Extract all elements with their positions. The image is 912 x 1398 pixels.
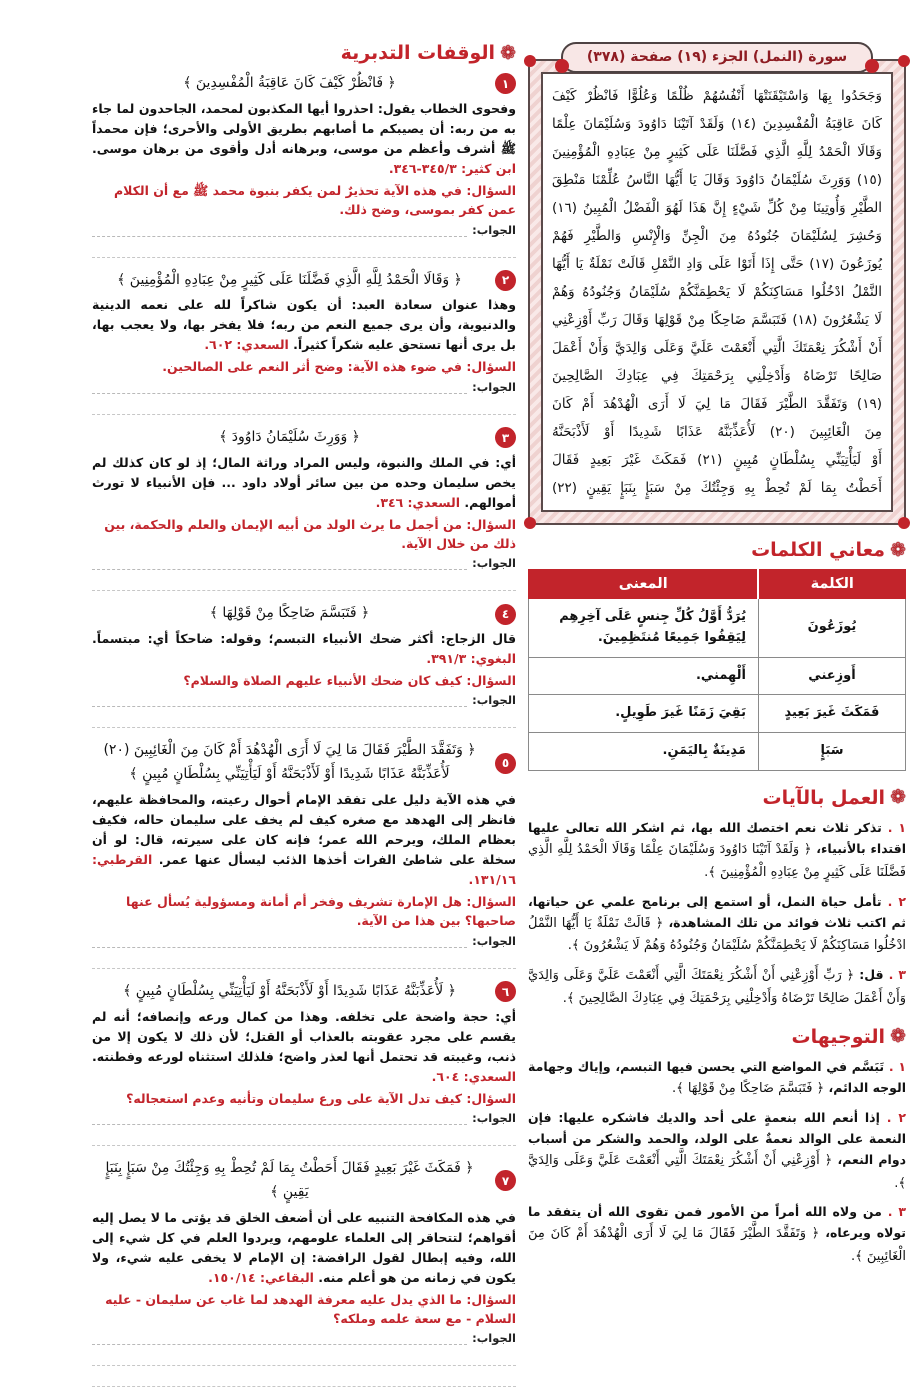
quran-line: وَجَحَدُوا بِهَا وَاسْتَيْقَنَتْهَا أَنْفُسُهُمْ ظُلْمًا وَعُلُوًّا فَانْظُرْ كَيْفَ (552, 88, 882, 104)
item-verse: ﴿ وَتَفَقَّدَ الطَّيْرَ فَقَالَ مَا لِيَ لَا أَرَى الْهُدْهُدَ أَمْ كَانَ مِنَ الْغَائِبِينَ (٢٠) لَأُعَذِّبَنَّهُ عَذَابًا شَدِيدًا أَوْ لَأَذْبَحَنَّهُ أَوْ لَيَأْتِيَنِّي بِسُلْطَانٍ مُبِينٍ ﴾ (103, 742, 476, 783)
meaning-cell: مَدِينَةٌ بِاليَمَنِ. (529, 733, 759, 771)
right-column (528, 42, 906, 1398)
tab-dot-icon (865, 59, 879, 73)
item-number-badge: ٧ (495, 1170, 516, 1191)
item-commentary (92, 790, 516, 890)
word-cell: سَبَإٍ (758, 733, 905, 771)
item-verse: ﴿ فَتَبَسَّمَ ضَاحِكًا مِنْ قَوْلِهَا ﴾ (209, 605, 370, 622)
answer-line (92, 948, 516, 969)
answer-row (92, 934, 516, 948)
inline-verse: ﴿ رَبِّ أَوْزِعْنِي أَنْ أَشْكُرَ نِعْمَتَكَ الَّتِي أَنْعَمْتَ عَلَيَّ وَعَلَى وَالِدَيَّ وَأَنْ أَعْمَلَ صَالِحًا تَرْضَاهُ وَأَدْخِلْنِي بِرَحْمَتِكَ فِي عِبَادِكَ الصَّالِحِينَ ﴾. (528, 968, 906, 1007)
section-title: العمل بالآيات (762, 786, 886, 809)
column-header-meaning: المعنى (529, 570, 759, 599)
tadabbur-header (92, 42, 516, 64)
quran-frame (528, 59, 906, 525)
answer-line (92, 394, 516, 415)
section-title: الوقفات التدبرية (340, 42, 496, 64)
item-text: من ولاه الله أمراً من الأمور فمن تقوى الله أن يتفقد ما تولاه ويرعاه، (528, 1204, 906, 1241)
item-number-badge: ٣ (495, 427, 516, 448)
word-meanings-table (528, 569, 906, 771)
commentary-text: وهذا عنوان سعادة العبد: أن يكون شاكراً لله على نعمه الدينية والدنيوية، وأن يرى جميع النعم من ربه؛ فلا يفخر بها، ولا يعجب بها، بل يرى أنها تستحق عليه شكراً كثيراً. (92, 297, 516, 353)
item-text: تأمل حياة النمل، أو استمع إلى برنامج علمي عن حياتها، ثم اكتب ثلاث فوائد من تلك المشاهدة، (528, 893, 906, 930)
item-question: السؤال: ما الذي يدل عليه معرفة الهدهد لما غاب عن سليمان - عليه السلام - مع سعة علمه وملكه؟ (105, 1291, 516, 1326)
quran-line: مِنَ الْغَائِبِينَ (٢٠) لَأُعَذِّبَنَّهُ عَذَابًا شَدِيدًا أَوْ لَأَذْبَحَنَّهُ (552, 424, 882, 440)
commentary-text: في هذه الآية دليل على تفقد الإمام أحوال رعيته، والمحافظة عليهم، فانظر إلى الهدهد مع صغره كيف لم يخف على سليمان حاله، فكيف بعظام الملك، ويرحم الله عمر؛ فإنه كان على سيرته، قال: لو أن سخلة على شاطئ الفرات أخذها الذئب ليسأل عنها عمر. (92, 792, 517, 868)
quran-line: أَوْ لَيَأْتِيَنِّي بِسُلْطَانٍ مُبِينٍ (٢١) فَمَكَثَ غَيْرَ بَعِيدٍ فَقَالَ (552, 452, 883, 468)
item-number: ٣ . (888, 967, 906, 983)
source-reference: السعدي: ٦٠٤. (431, 1068, 516, 1084)
corner-dot-icon (898, 55, 910, 67)
item-head (92, 426, 516, 450)
answer-label: الجواب: (472, 933, 516, 948)
meaning-cell: يُرَدُّ أَوَّلُ كُلِّ جِنسٍ عَلَى آخِرِهِم لِيَقِفُوا جَمِيعًا مُنتَظِمِينَ. (529, 599, 759, 658)
item-number-badge: ٦ (495, 981, 516, 1002)
source-reference: القرطبي: ١٣١/١٦. (92, 852, 516, 888)
source-reference: السعدي: ٣٤٦. (375, 494, 460, 510)
item-verse: ﴿ وَوَرِثَ سُلَيْمَانُ دَاوُودَ ﴾ (219, 428, 360, 445)
answer-label: الجواب: (472, 379, 516, 394)
quran-text-area (541, 72, 893, 512)
item-number-badge: ٤ (495, 604, 516, 625)
answer-label: الجواب: (472, 1110, 516, 1125)
answer-line (92, 707, 516, 728)
quran-line: صَالِحًا تَرْضَاهُ وَأَدْخِلْنِي بِرَحْمَتِكَ فِي عِبَادِكَ الصَّالِحِينَ (552, 368, 882, 384)
item-text: تذكر ثلاث نعم اختصك الله بها، ثم اشكر الله تعالى عليها اقتداء بالأنبياء، (528, 819, 906, 856)
answer-label: الجواب: (472, 556, 516, 571)
commentary-text: أي: في الملك والنبوة، وليس المراد وراثة المال؛ إذ لو كان كذلك لم يخص سليمان وحده من بين سائر أولاد داود ... فإن الأنبياء لا تورث أموالهم. (92, 454, 516, 510)
guidance-item (528, 1201, 906, 1268)
answer-line (92, 1332, 467, 1345)
answer-line (92, 237, 516, 258)
inline-verse: ﴿ قَالَتْ نَمْلَةٌ يَا أَيُّهَا النَّمْلُ ادْخُلُوا مَسَاكِنَكُمْ لَا يَحْطِمَنَّكُمْ سُلَيْمَانُ وَجُنُودُهُ وَهُمْ لَا يَشْعُرُونَ ﴾. (528, 915, 906, 954)
tadabbur-column (92, 42, 516, 1398)
answer-row (92, 556, 516, 570)
surah-header-tab (561, 42, 873, 73)
surah-header-text: سورة (النمل) الجزء (١٩) صفحة (٣٧٨) (586, 49, 848, 65)
item-text: قل: (859, 967, 884, 983)
quran-line: النَّمْلُ ادْخُلُوا مَسَاكِنَكُمْ لَا يَحْطِمَنَّكُمْ سُلَيْمَانُ وَجُنُودُهُ وَهُمْ (552, 284, 882, 300)
guidance-header (528, 1026, 906, 1048)
action-item (528, 964, 906, 1010)
corner-dot-icon (898, 517, 910, 529)
item-verse: ﴿ فَانْظُرْ كَيْفَ كَانَ عَاقِبَةُ الْمُفْسِدِينَ ﴾ (183, 75, 396, 91)
quran-line: لَا يَشْعُرُونَ (١٨) فَتَبَسَّمَ ضَاحِكًا مِنْ قَوْلِهَا وَقَالَ رَبِّ أَوْزِعْنِي (552, 312, 882, 328)
inline-verse: ﴿ وَتَفَقَّدَ الطَّيْرَ فَقَالَ مَا لِيَ لَا أَرَى الْهُدْهُدَ أَمْ كَانَ مِنَ الْغَائِبِينَ ﴾. (528, 1226, 906, 1265)
item-number: ٢ . (887, 893, 906, 909)
tadabbur-item (92, 739, 516, 968)
table-row (529, 657, 906, 695)
word-meanings-header (528, 539, 906, 561)
item-number: ١ . (887, 819, 906, 835)
source-reference: البغوي: ٣٩١/٣. (426, 651, 516, 667)
corner-dot-icon (524, 517, 536, 529)
inline-verse: ﴿ فَتَبَسَّمَ ضَاحِكًا مِنْ قَوْلِهَا ﴾. (671, 1080, 825, 1096)
answer-line (92, 1112, 467, 1125)
item-commentary (92, 295, 516, 355)
answer-line (92, 570, 516, 591)
answer-label: الجواب: (472, 222, 516, 237)
guidance-item (528, 1056, 906, 1100)
item-commentary (92, 629, 516, 669)
item-head (92, 1157, 516, 1205)
answer-line (92, 1125, 516, 1146)
word-cell: يُوزَعُونَ (758, 599, 905, 658)
answer-line (92, 224, 467, 237)
tab-dot-icon (555, 59, 569, 73)
item-verse: ﴿ لَأُعَذِّبَنَّهُ عَذَابًا شَدِيدًا أَوْ لَأَذْبَحَنَّهُ أَوْ لَيَأْتِيَنِّي بِسُلْطَانٍ مُبِينٍ ﴾ (123, 982, 456, 999)
section-title: التوجيهات (791, 1025, 886, 1048)
commentary-text: أي: حجة واضحة على تخلفه. وهذا من كمال ورعه وإنصافه؛ أنه لم يقسم على مجرد عقوبته بالعذاب أو القتل؛ لأن ذلك لا يكون إلا من ذنب، وغيبته قد تحتمل أنها لعذر واضح؛ فلذلك استثناه لورعه وفطنته. (92, 1008, 516, 1064)
answer-label: الجواب: (472, 693, 516, 708)
item-question: السؤال: من أجمل ما يرث الولد من أبيه الإيمان والعلم والحكمة، بين ذلك من خلال الآية. (104, 516, 516, 551)
item-number: ٢ . (886, 1109, 906, 1125)
answer-row (92, 1111, 516, 1125)
item-commentary (92, 1007, 516, 1087)
answer-row (92, 380, 516, 394)
inline-verse: ﴿ أَوْزِعْنِي أَنْ أَشْكُرَ نِعْمَتَكَ الَّتِي أَنْعَمْتَ عَلَيَّ وَعَلَى وَالِدَيَّ ﴾. (528, 1152, 906, 1191)
item-verse: ﴿ فَمَكَثَ غَيْرَ بَعِيدٍ فَقَالَ أَحَطْتُ بِمَا لَمْ تُحِطْ بِهِ وَجِئْتُكَ مِنْ سَبَإٍ بِنَبَإٍ يَقِينٍ ﴾ (105, 1159, 474, 1200)
answer-line (92, 694, 467, 707)
item-number-badge: ٢ (495, 270, 516, 291)
answer-row (92, 693, 516, 707)
action-item (528, 817, 906, 884)
quran-line: أَحَطْتُ بِمَا لَمْ تُحِطْ بِهِ وَجِئْتُكَ مِنْ سَبَإٍ بِنَبَإٍ يَقِينٍ (٢٢) (552, 480, 882, 496)
quran-line: الطَّيْرِ وَأُوتِينَا مِنْ كُلِّ شَيْءٍ إِنَّ هَذَا لَهُوَ الْفَضْلُ الْمُبِينُ (١٦) (552, 200, 882, 216)
commentary-text: وفحوى الخطاب يقول: احذروا أيها المكذبون لمحمد، الجاحدون لما جاء به من ربه: أن يصيبكم ما أصابهم بطريق الأولى والأحرى؛ فإن محمداً ﷺ أشرف وأعظم من موسى، وبرهانه أدل وأقوى من برهان موسى. (92, 100, 516, 156)
tadabbur-item (92, 980, 516, 1146)
rosette-icon: ❁ (500, 41, 516, 64)
item-verse: ﴿ وَقَالَا الْحَمْدُ لِلَّهِ الَّذِي فَضَّلَنَا عَلَى كَثِيرٍ مِنْ عِبَادِهِ الْمُؤْمِنِينَ ﴾ (117, 271, 462, 288)
item-head (92, 739, 516, 787)
answer-row (92, 223, 516, 237)
guidance-item (528, 1107, 906, 1195)
action-section (528, 787, 906, 1010)
item-commentary (92, 99, 516, 179)
item-question: السؤال: في ضوء هذه الآية: وضح أثر النعم على الصالحين. (162, 359, 516, 375)
word-meanings-section (528, 539, 906, 771)
item-number: ٣ . (887, 1204, 906, 1220)
source-reference: البقاعي: ١٥٠/١٤. (208, 1269, 314, 1285)
item-question: السؤال: كيف تدل الآية على ورع سليمان وتأنيه وعدم استعجاله؟ (126, 1090, 516, 1106)
quran-page-block (528, 42, 906, 525)
quran-line: وَقَالَا الْحَمْدُ لِلَّهِ الَّذِي فَضَّلَنَا عَلَى كَثِيرٍ مِنْ عِبَادِهِ الْمُؤْمِنِينَ (552, 144, 882, 160)
word-cell: فَمَكَثَ غَيرَ بَعِيدٍ (758, 695, 905, 733)
item-text: إذا أنعم الله بنعمةٍ على أحد والديك فاشكره عليها: فإن النعمة على الوالد نعمةٌ على الولد، والحمد والشكر من أسباب دوام النعم، (528, 1109, 907, 1167)
answer-line (92, 381, 467, 394)
table-row (529, 733, 906, 771)
tadabbur-item (92, 269, 516, 415)
answer-line (92, 557, 467, 570)
table-row (529, 695, 906, 733)
quran-line: أَنْ أَشْكُرَ نِعْمَتَكَ الَّتِي أَنْعَمْتَ عَلَيَّ وَعَلَى وَالِدَيَّ وَأَنْ أَعْمَلَ (552, 340, 882, 356)
tadabbur-item (92, 602, 516, 728)
rosette-icon: ❁ (890, 538, 906, 561)
item-head (92, 980, 516, 1004)
action-item (528, 891, 906, 958)
guidance-section (528, 1026, 906, 1268)
item-number-badge: ١ (495, 73, 516, 94)
tadabbur-item (92, 1157, 516, 1387)
item-question: السؤال: كيف كان ضحك الأنبياء عليهم الصلاة والسلام؟ (183, 673, 516, 689)
tadabbur-item (92, 426, 516, 592)
item-head (92, 269, 516, 293)
item-commentary (92, 453, 516, 513)
commentary-text: في هذه المكافحة التنبيه على أن أضعف الخلق قد يؤتى ما لا يصل إليه أقواهم؛ لتتحاقر إلى العلماء علومهم، ويردوا العلم في كل شيء إلى الله، وفيه إبطال لقول الرافضة: إن الإمام لا يخفى عليه شيء، ولا يكون في زمانه من هو أعلم منه. (92, 1209, 516, 1285)
meaning-cell: بَقِيَ زَمَنًا غَيرَ طَوِيلٍ. (529, 695, 759, 733)
answer-row (92, 1331, 516, 1345)
quran-line: يُوزَعُونَ (١٧) حَتَّى إِذَا أَتَوْا عَلَى وَادِ النَّمْلِ قَالَتْ نَمْلَةٌ يَا أَيُّهَا (552, 256, 882, 272)
item-head (92, 72, 516, 96)
rosette-icon: ❁ (890, 1025, 906, 1048)
answer-line (92, 1345, 516, 1366)
quran-line: كَانَ عَاقِبَةُ الْمُفْسِدِينَ (١٤) وَلَقَدْ آتَيْنَا دَاوُودَ وَسُلَيْمَانَ عِلْمًا (552, 116, 882, 132)
word-cell: أَوزِعني (758, 657, 905, 695)
answer-line (92, 1366, 516, 1387)
action-header (528, 787, 906, 809)
quran-line: (١٥) وَوَرِثَ سُلَيْمَانُ دَاوُودَ وَقَالَ يَا أَيُّهَا النَّاسُ عُلِّمْنَا مَنْطِقَ (552, 172, 882, 188)
commentary-text: قال الزجاج: أكثر ضحك الأنبياء التبسم؛ وقوله: ضاحكاً أي: مبتسماً. (92, 631, 516, 647)
source-reference: ابن كثير: ٣٤٥/٣-٣٤٦. (388, 160, 516, 176)
item-commentary (92, 1208, 516, 1288)
corner-dot-icon (524, 55, 536, 67)
column-header-word: الكلمة (758, 570, 905, 599)
item-text: تَبَسَّم في المواضع التي يحسن فيها التبسم، وإياك وجهامة الوجه الدائم، (528, 1058, 906, 1095)
item-question: السؤال: في هذه الآية تحذيرٌ لمن يكفر بنبوة محمد ﷺ مع أن الكلام عمن كفر بموسى، وضح ذلك. (114, 182, 516, 218)
item-head (92, 602, 516, 626)
meaning-cell: أَلْهِمني. (529, 657, 759, 695)
inline-verse: ﴿ وَلَقَدْ آتَيْنَا دَاوُودَ وَسُلَيْمَانَ عِلْمًا وَقَالَا الْحَمْدُ لِلَّهِ الَّذِي فَضَّلَنَا عَلَى كَثِيرٍ مِنْ عِبَادِهِ الْمُؤْمِنِينَ ﴾. (528, 841, 906, 880)
source-reference: السعدي: ٦٠٢. (204, 337, 289, 353)
section-title: معاني الكلمات (751, 539, 886, 561)
item-question: السؤال: هل الإمارة تشريف وفخر أم أمانة ومسؤولية يُسأل عنها صاحبها؟ بين هذا من الآية. (126, 894, 516, 929)
table-row (529, 599, 906, 658)
quran-line: (١٩) وَتَفَقَّدَ الطَّيْرَ فَقَالَ مَا لِيَ لَا أَرَى الْهُدْهُدَ أَمْ كَانَ (552, 396, 882, 412)
answer-line (92, 935, 467, 948)
quran-line: وَحُشِرَ لِسُلَيْمَانَ جُنُودُهُ مِنَ الْجِنِّ وَالْإِنْسِ وَالطَّيْرِ فَهُمْ (552, 228, 882, 244)
rosette-icon: ❁ (890, 786, 906, 809)
tadabbur-item (92, 72, 516, 258)
answer-label: الجواب: (472, 1331, 516, 1346)
item-number-badge: ٥ (495, 753, 516, 774)
item-number: ١ . (888, 1058, 906, 1074)
